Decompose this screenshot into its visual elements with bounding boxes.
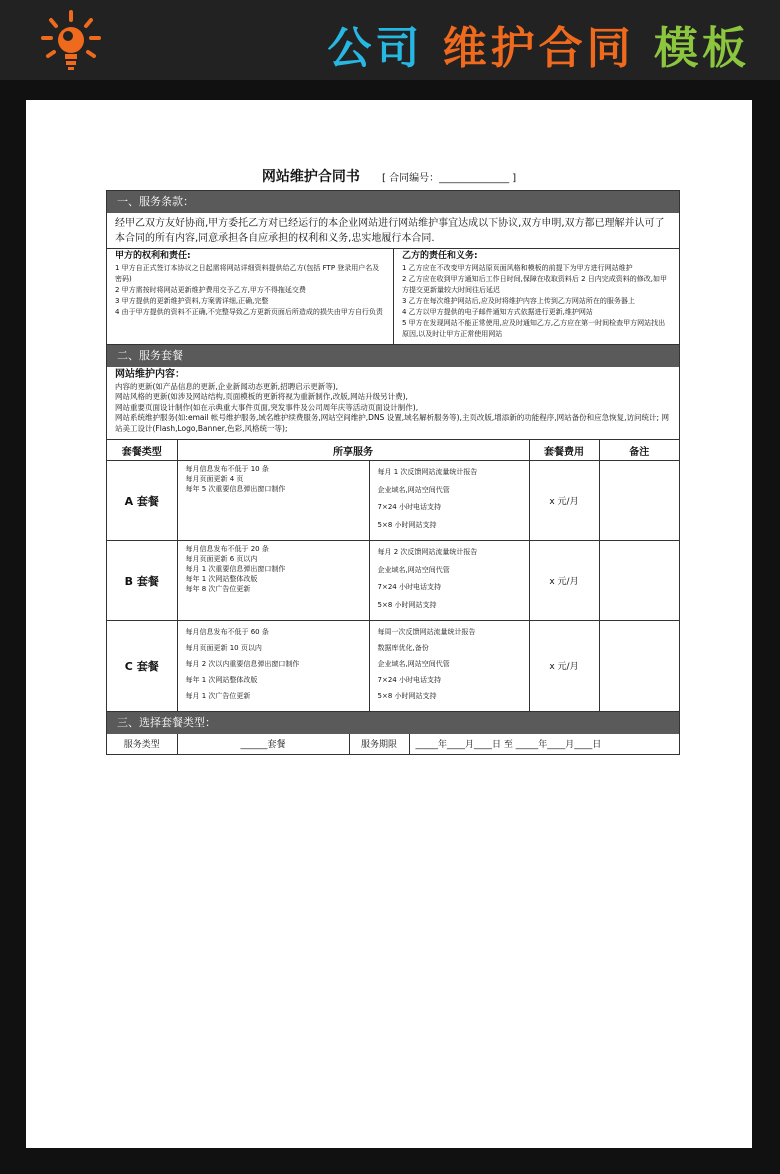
section3-heading: 三、选择套餐类型： [107,712,679,734]
service-line: 每月 1 次重要信息弹出窗口制作 [185,565,286,573]
banner-part1: 公司 [327,23,424,74]
header-type: 套餐类型 [107,440,177,461]
party-a-item: 3 甲方提供的更新维护资料,方案需详细,正确,完整 [115,297,269,305]
party-b-item: 3 乙方在每次维护网站后,应及时将维护内容上传到乙方网站所在的服务器上 [402,297,635,305]
maintenance-item: 网站重要页面设计制作(如在示典重大事件页面,突发事件及公司周年庆等活动页面设计制作), [115,402,419,412]
service-line: 每月 2 次以内重要信息弹出窗口制作 [185,660,300,668]
service-line: 每月页面更新 4 页 [185,475,244,483]
document-page [26,100,752,1148]
service-line: 每年 8 次广告位更新 [185,585,251,593]
contract-number: [ 合同编号：______________ ] [381,173,517,184]
party-b-column [393,249,679,344]
service-line: 每年 1 次网站整体改版 [185,575,258,583]
package-note [599,621,679,711]
service-line: 7×24 小时电话支持 [377,676,441,684]
maintenance-item: 网站系统维护服务(如:email 帐号维护服务,域名维护续费服务,网站空间维护,DNS 设置,域名解析服务等),主页改版,增添新的功能程序,网站备份和应急恢复,访问统计; 网站美工设计(Flash,Logo,Banner,色彩,风格统一等); [115,413,669,433]
service-line: 每月 2 次反馈网站流量统计报告 [377,548,478,556]
package-services-left [177,621,369,711]
table-row [107,621,679,711]
service-line: 每月信息发布不低于 60 条 [185,628,269,636]
lightbulb-logo-icon [40,10,102,72]
package-services-left [177,461,369,541]
service-line: 每周一次反馈网站流量统计报告 [377,628,476,636]
maintenance-item: 网站风格的更新(如涉及网站结构,页面模板的更新将视为重新制作,改版,网站升级另计费), [115,392,408,401]
package-name: A 套餐 [107,461,177,541]
party-b-item: 5 甲方在发现网站不能正常使用,应及时通知乙方,乙方应在第一时间检查甲方网站找出原因,以及时让甲方正常使用网站 [402,319,666,338]
contract-form [106,190,680,755]
package-table [107,440,679,711]
banner-part2: 维护合同 [442,23,635,74]
maintenance-heading: 网站维护内容： [115,369,185,380]
party-b-item: 2 乙方应在收到甲方通知后工作日时间,保障在收取资料后 2 日内完成资料的修改,如甲方提交更新量较大时间往后延迟 [402,275,668,294]
selection-row [107,734,679,754]
section2-heading: 二、服务套餐 [107,345,679,367]
table-row [107,461,679,541]
responsibilities [107,249,679,345]
service-type-label: 服务类型 [107,734,177,754]
service-line: 每月 1 次广告位更新 [185,692,251,700]
party-a-item: 2 甲方需按时将网站更新维护费用交予乙方,甲方不得拖延交费 [115,286,306,294]
service-line: 每月 1 次反馈网站流量统计报告 [377,468,478,476]
package-services-right [369,461,529,541]
package-services-right [369,541,529,621]
section1-intro: 经甲乙双方友好协商,甲方委托乙方对已经运行的本企业网站进行网站维护事宜达成以下协议,双方申明,双方都已理解并认可了本合同的所有内容,同意承担各自应承担的权利和义务,忠实地履行本合同. [107,213,679,249]
banner-title [327,12,750,76]
service-line: 每年 1 次网站整体改版 [185,676,258,684]
service-line: 每月页面更新 6 页以内 [185,555,258,563]
package-services-right [369,621,529,711]
party-a-heading: 甲方的权利和责任: [115,251,191,261]
service-line: 7×24 小时电话支持 [377,503,441,511]
party-b-heading: 乙方的责任和义务: [402,251,478,261]
party-a-column [107,249,393,344]
service-period-label: 服务期限 [349,734,409,754]
top-banner [0,0,780,80]
package-services-left [177,541,369,621]
maintenance-content [107,367,679,440]
service-line: 每月信息发布不低于 10 条 [185,465,269,473]
header-fee: 套餐费用 [529,440,599,461]
package-table-wrap [107,440,679,712]
package-note [599,541,679,621]
table-row [107,541,679,621]
package-note [599,461,679,541]
service-line: 企业域名,网站空间代管 [377,485,450,494]
selection-table [107,734,679,754]
table-header-row [107,440,679,461]
party-b-item: 1 乙方应在不改变甲方网站原页面风格和模板的前提下为甲方进行网站维护 [402,264,633,272]
package-name: B 套餐 [107,541,177,621]
header-note: 备注 [599,440,679,461]
service-line: 数据库优化,备份 [377,644,429,652]
service-line: 7×24 小时电话支持 [377,583,441,591]
service-line: 每月信息发布不低于 20 条 [185,545,269,553]
service-line: 5×8 小时网站支持 [377,692,437,700]
document-header [26,166,752,186]
party-b-item: 4 乙方以甲方提供的电子邮件通知方式依据进行更新,维护网站 [402,308,593,316]
package-fee: x 元/月 [529,541,599,621]
party-a-item: 4 由于甲方提供的资料不正确,不完整导致乙方更新页面后所造成的损失由甲方自行负责 [115,308,383,316]
section1-heading: 一、服务条款： [107,191,679,213]
service-period-field[interactable]: _____年____月____日 至 _____年____月____日 [409,734,679,754]
service-line: 每年 5 次重要信息弹出窗口制作 [185,485,286,493]
package-fee: x 元/月 [529,621,599,711]
service-line: 5×8 小时网站支持 [377,520,437,529]
maintenance-item: 内容的更新(如产品信息的更新,企业新闻动态更新,招聘启示更新等), [115,381,339,391]
service-line: 每月页面更新 10 页以内 [185,644,262,652]
service-line: 5×8 小时网站支持 [377,600,437,609]
service-line: 企业域名,网站空间代管 [377,565,450,574]
service-line: 企业域名,网站空间代管 [377,660,450,668]
party-a-item: 1 甲方自正式签订本协议之日起需将网站详细资料提供给乙方(包括 FTP 登录用户名及密码) [115,264,380,283]
document-title: 网站维护合同书 [261,169,360,185]
package-fee: x 元/月 [529,461,599,541]
banner-part3: 模板 [654,23,750,74]
package-name: C 套餐 [107,621,177,711]
service-type-field[interactable]: ______套餐 [177,734,349,754]
header-service: 所享服务 [177,440,529,461]
